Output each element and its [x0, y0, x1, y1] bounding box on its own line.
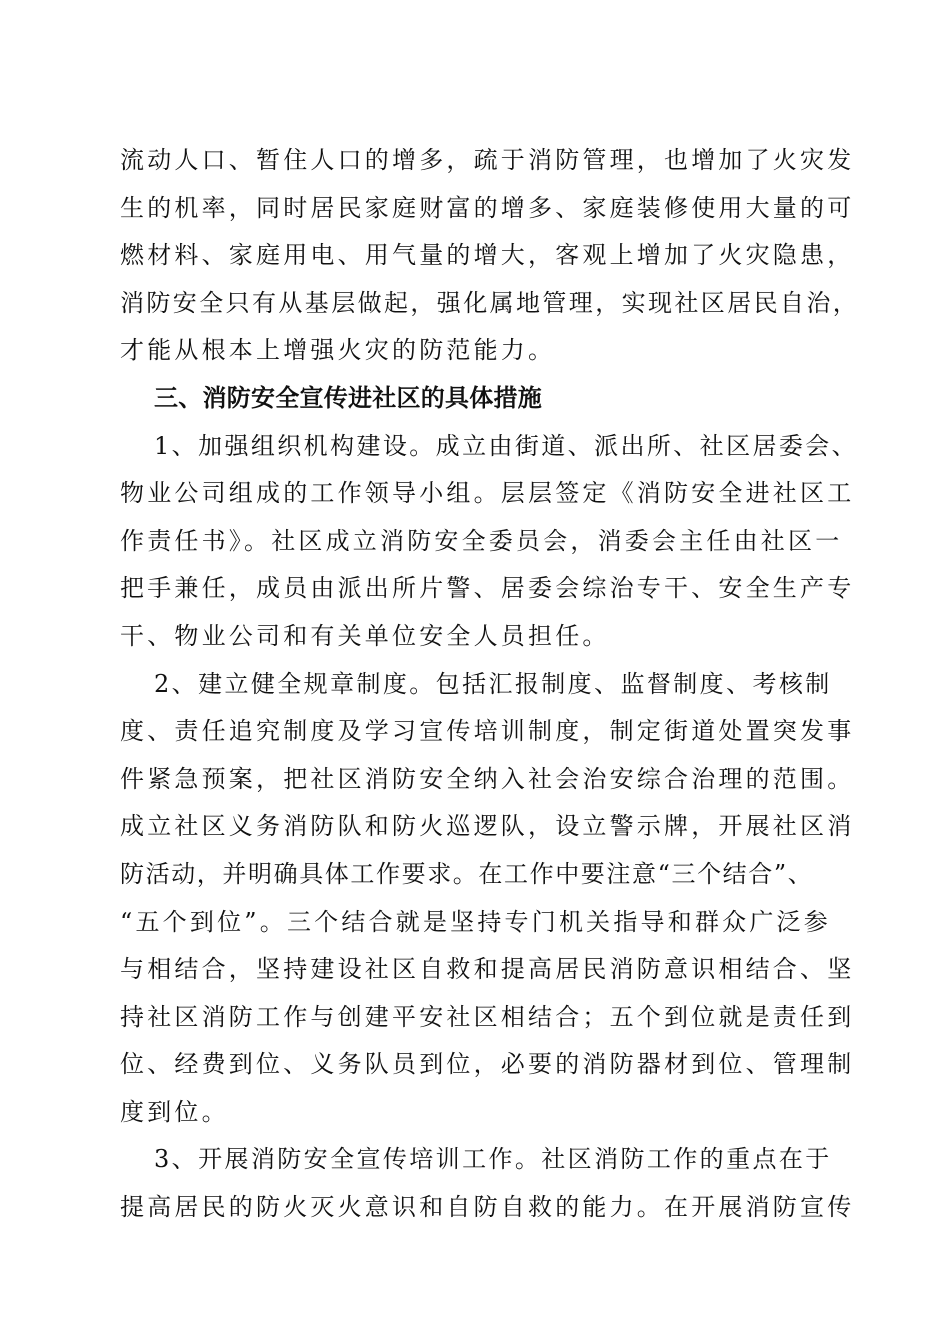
text-line: 生的机率，同时居民家庭财富的增多、家庭装修使用大量的可: [120, 193, 855, 222]
text-line: 提高居民的防火灭火意识和自防自救的能力。在开展消防宣传: [120, 1193, 855, 1222]
paragraph-start-line: 3、开展消防安全宣传培训工作。社区消防工作的重点在于: [154, 1145, 832, 1174]
text-line: 流动人口、暂住人口的增多，疏于消防管理，也增加了火灾发: [120, 146, 855, 174]
text-line: 消防安全只有从基层做起，强化属地管理，实现社区居民自治，: [120, 288, 860, 317]
text-line: 才能从根本上增强火灾的防范能力。: [120, 336, 556, 365]
text-line: 位、经费到位、义务队员到位，必要的消防器材到位、管理制: [120, 1050, 855, 1079]
text-line: “五个到位”。三个结合就是坚持专门机关指导和群众广泛参: [120, 907, 831, 936]
text-line: 作责任书》。社区成立消防安全委员会，消委会主任由社区一: [120, 526, 843, 555]
text-line: 件紧急预案，把社区消防安全纳入社会治安综合治理的范围。: [120, 764, 855, 793]
text-line: 干、物业公司和有关单位安全人员担任。: [120, 621, 610, 650]
paragraph-start-line: 1、加强组织机构建设。成立由街道、派出所、社区居委会、: [154, 431, 859, 460]
text-line: 防活动，并明确具体工作要求。在工作中要注意“三个结合”、: [120, 859, 814, 888]
text-line: 燃材料、家庭用电、用气量的增大，客观上增加了火灾隐患，: [120, 241, 855, 270]
section-heading: 三、消防安全宣传进社区的具体措施: [154, 383, 542, 412]
text-line: 与相结合，坚持建设社区自救和提高居民消防意识相结合、坚: [120, 955, 855, 984]
text-line: 度、责任追究制度及学习宣传培训制度，制定街道处置突发事: [120, 717, 855, 746]
body-text: [120, 137, 860, 1232]
text-line: 度到位。: [120, 1097, 229, 1126]
paragraph-start-line: 2、建立健全规章制度。包括汇报制度、监督制度、考核制: [154, 669, 832, 698]
text-line: 持社区消防工作与创建平安社区相结合；五个到位就是责任到: [120, 1002, 855, 1031]
text-line: 物业公司组成的工作领导小组。层层签定《消防安全进社区工: [120, 479, 855, 508]
text-line: 把手兼任，成员由派出所片警、居委会综治专干、安全生产专: [120, 574, 855, 603]
text-line: 成立社区义务消防队和防火巡逻队，设立警示牌，开展社区消: [120, 812, 855, 841]
